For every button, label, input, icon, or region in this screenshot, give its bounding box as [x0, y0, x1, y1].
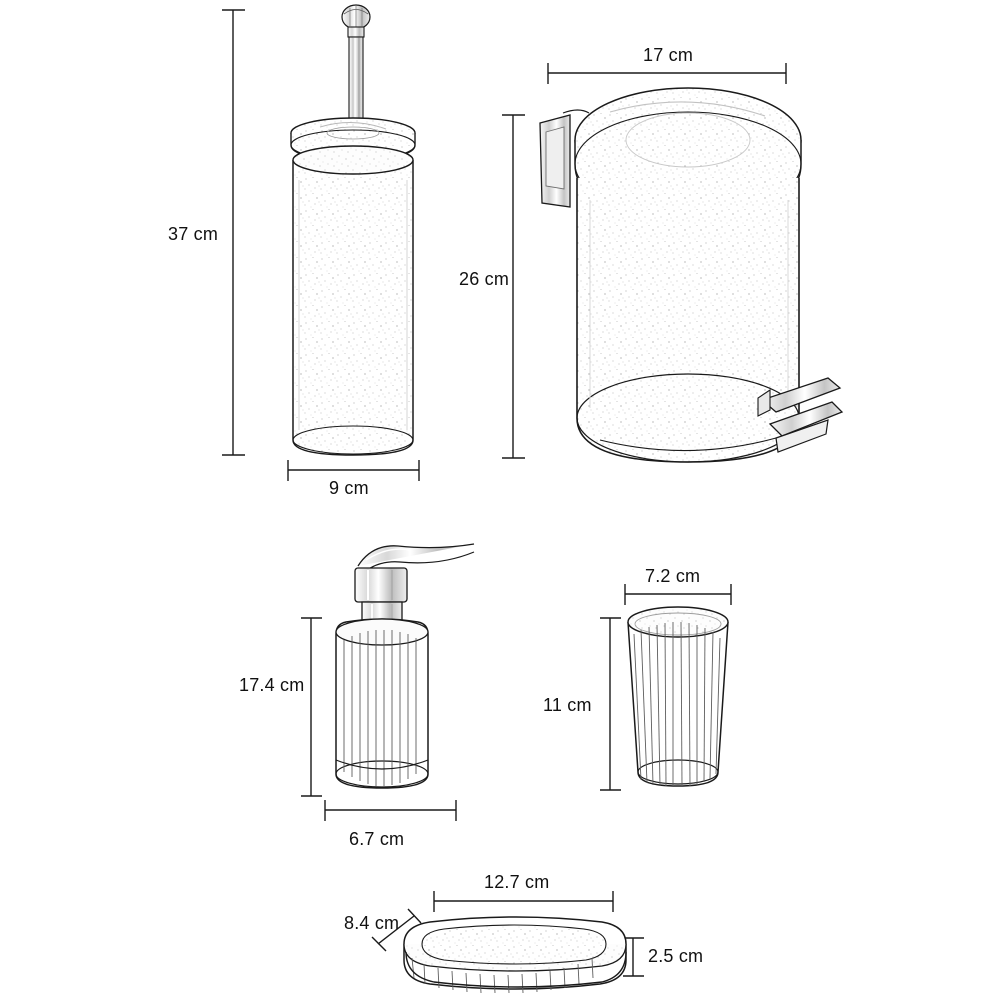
soap-dispenser-body: [336, 619, 428, 788]
soap-dish-length-label: 12.7 cm: [484, 872, 550, 892]
tumbler-height-dimension: [600, 618, 621, 790]
item-tumbler: [600, 584, 731, 790]
soap-dispenser-width-dimension: [325, 800, 456, 821]
toilet-brush-handle: [342, 5, 370, 137]
item-soap-dispenser: [301, 544, 474, 821]
soap-dispenser-height-label: 17.4 cm: [239, 675, 305, 695]
item-pedal-bin: [502, 63, 842, 462]
pedal-bin-width-label: 17 cm: [643, 45, 694, 65]
tumbler-width-dimension: [625, 584, 731, 605]
soap-dispenser-pump: [355, 544, 474, 628]
soap-dish-length-dimension: [434, 891, 613, 912]
soap-dish-depth-label: 8.4 cm: [344, 913, 400, 933]
tumbler-body: [628, 607, 728, 786]
item-toilet-brush: [222, 5, 419, 481]
toilet-brush-height-dimension: [222, 10, 245, 455]
tumbler-height-label: 11 cm: [543, 695, 592, 715]
tumbler-width-label: 7.2 cm: [645, 566, 701, 586]
soap-dispenser-width-label: 6.7 cm: [349, 829, 405, 849]
toilet-brush-body: [293, 146, 413, 455]
soap-dish-body: [404, 917, 626, 993]
pedal-bin-width-dimension: [548, 63, 786, 84]
soap-dispenser-height-dimension: [301, 618, 322, 796]
toilet-brush-height-label: 37 cm: [168, 224, 219, 244]
pedal-bin-height-label: 26 cm: [459, 269, 510, 289]
item-soap-dish: [372, 891, 644, 993]
pedal-bin-body: [577, 178, 799, 462]
soap-dish-height-label: 2.5 cm: [648, 946, 704, 966]
toilet-brush-width-label: 9 cm: [329, 478, 369, 498]
